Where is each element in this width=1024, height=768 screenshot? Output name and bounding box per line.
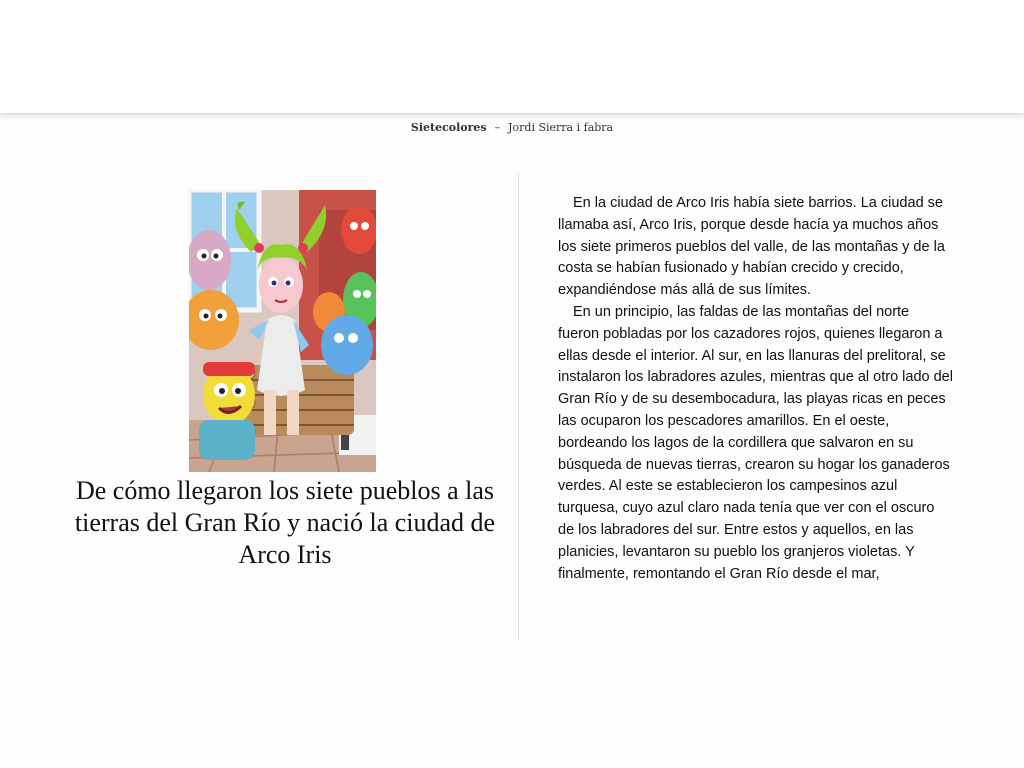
paragraph: En un principio, las faldas de las montañas del norte fueron pobladas por los cazadores rojos, quienes llegaron a ellas desde el interior. Al sur, en las llanuras del prelitoral, se instalaron los labradores azules, mientras que al otro lado del Gran Río y de su desembocadura, las playas ricas en peces las ocuparon los pescadores amarillos. En el oeste, bordeando los lagos de la cordillera que salvaron en su búsqueda de nuevas tierras, crearon su hogar los ganaderos verdes. Al este se establecieron los campesinos azul turquesa, cuyo azul claro nada tenía que ver con el oscuro de los labradores del sur. Entre estos y aquellos, en las planicies, levantaron su pueblo los granjeros violetas. Y finalmente, remontando el Gran Río desde el mar, [558, 303, 953, 582]
header-separator: – [494, 121, 501, 134]
page-divider [518, 173, 519, 641]
chapter-title: De cómo llegaron los siete pueblos a las tierras del Gran Río y nació la ciudad de Arco Iris [74, 476, 496, 569]
book-page-spread [0, 113, 1024, 768]
right-page-text [558, 193, 953, 585]
book-illustration-image [189, 190, 376, 472]
book-title: Sietecolores [410, 121, 487, 134]
left-page [70, 183, 500, 603]
running-header [0, 121, 1024, 134]
paragraph: En la ciudad de Arco Iris había siete barrios. La ciudad se llamaba así, Arco Iris, porque desde hacía ya muchos años los siete primeros pueblos del valle, de las montañas y de la costa se habían fusionado y habían crecido y crecido, expandiéndose más allá de sus límites. [558, 195, 945, 299]
top-toolbar-area [0, 0, 1024, 113]
book-author: Jordi Sierra i fabra [508, 121, 614, 134]
